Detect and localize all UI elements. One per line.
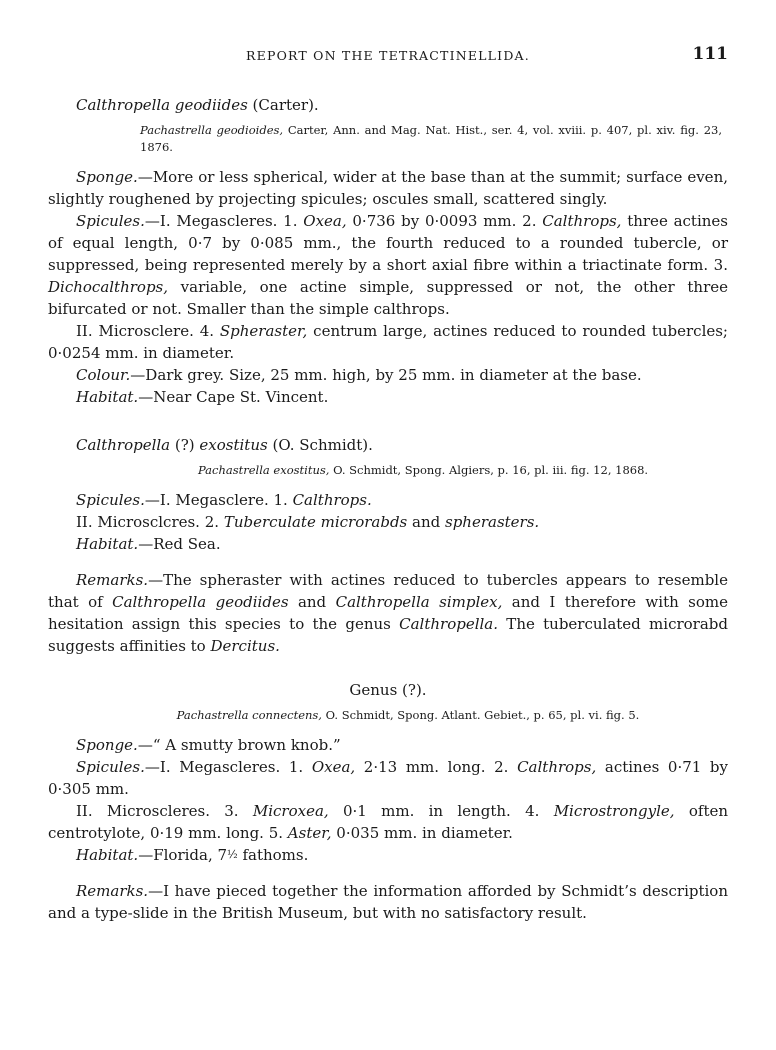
remarks-paragraph: Remarks.—The spheraster with actines reduced to tubercles appears to resemble that of Calthropella geodiides and Calthropella simplex, and I therefore with some hesitation assign this species to the genus Calthropella. The tuberculated microrabd suggests affinities to Dercitus. (48, 571, 729, 655)
reference-connectens: Pachastrella connectens, O. Schmidt, Spong. Atlant. Gebiet., p. 65, pl. vi. fig. 5. (176, 708, 640, 722)
remarks-paragraph: Remarks.—I have pieced together the information afforded by Schmidt’s description and a type-slide in the British Museum, but with no satisfactory result. (48, 882, 728, 922)
habitat-paragraph: Habitat.—Red Sea. (76, 535, 221, 553)
habitat-paragraph: Habitat.—Florida, 7½ fathoms. (76, 846, 309, 864)
sponge-paragraph: Sponge.—More or less spherical, wider at the base than at the summit; surface even, slightly roughened by projecting spicules; oscules small, scattered singly. (48, 168, 728, 208)
page (48, 40, 728, 924)
microsclere-paragraph: II. Microsclcres. 2. Tuberculate microrabds and spherasters. (76, 513, 540, 531)
page-number: 111 (692, 44, 728, 64)
habitat-paragraph: Habitat.—Near Cape St. Vincent. (76, 388, 329, 406)
microsclere-paragraph: II. Microsclere. 4. Spheraster, centrum large, actines reduced to rounded tubercles; 0·0254 mm. in diameter. (48, 322, 728, 362)
reference-exostitus: Pachastrella exostitus, O. Schmidt, Spong. Algiers, p. 16, pl. iii. fig. 12, 1868. (197, 463, 649, 477)
running-title: REPORT ON THE TETRACTINELLIDA. (246, 48, 530, 63)
spicules-paragraph: Spicules.—I. Megascleres. 1. Oxea, 0·736 by 0·0093 mm. 2. Calthrops, three actines of equal length, 0·7 by 0·085 mm., the fourth reduced to a rounded tubercle, or suppressed, being represented merely by a short axial fibre within a triactinate form. 3. Dichocalthrops, variable, one actine simple, suppressed or not, the other three bifurcated or not. Smaller than the simple calthrops. (48, 212, 728, 318)
spicules-paragraph: Spicules.—I. Megascleres. 1. Oxea, 2·13 mm. long. 2. Calthrops, actines 0·71 by 0·305 mm. (48, 758, 729, 798)
spicules-paragraph: Spicules.—I. Megasclere. 1. Calthrops. (76, 491, 372, 509)
species-heading-geodiides: Calthropella geodiides (Carter). (76, 96, 319, 114)
genus-heading: Genus (?). (349, 681, 427, 699)
species-heading-exostitus: Calthropella (?) exostitus (O. Schmidt). (76, 436, 373, 454)
colour-paragraph: Colour.—Dark grey. Size, 25 mm. high, by 25 mm. in diameter at the base. (76, 366, 642, 384)
running-header (48, 40, 728, 70)
microsclere-paragraph: II. Microscleres. 3. Microxea, 0·1 mm. in length. 4. Microstrongyle, often centrotylote, 0·19 mm. long. 5. Aster, 0·035 mm. in diameter. (48, 802, 729, 842)
reference-geodiides: Pachastrella geodioides, Carter, Ann. and Mag. Nat. Hist., ser. 4, vol. xviii. p. 407, pl. xiv. fig. 23, 1876. (140, 123, 722, 154)
sponge-paragraph: Sponge.—“ A smutty brown knob.” (76, 736, 341, 754)
